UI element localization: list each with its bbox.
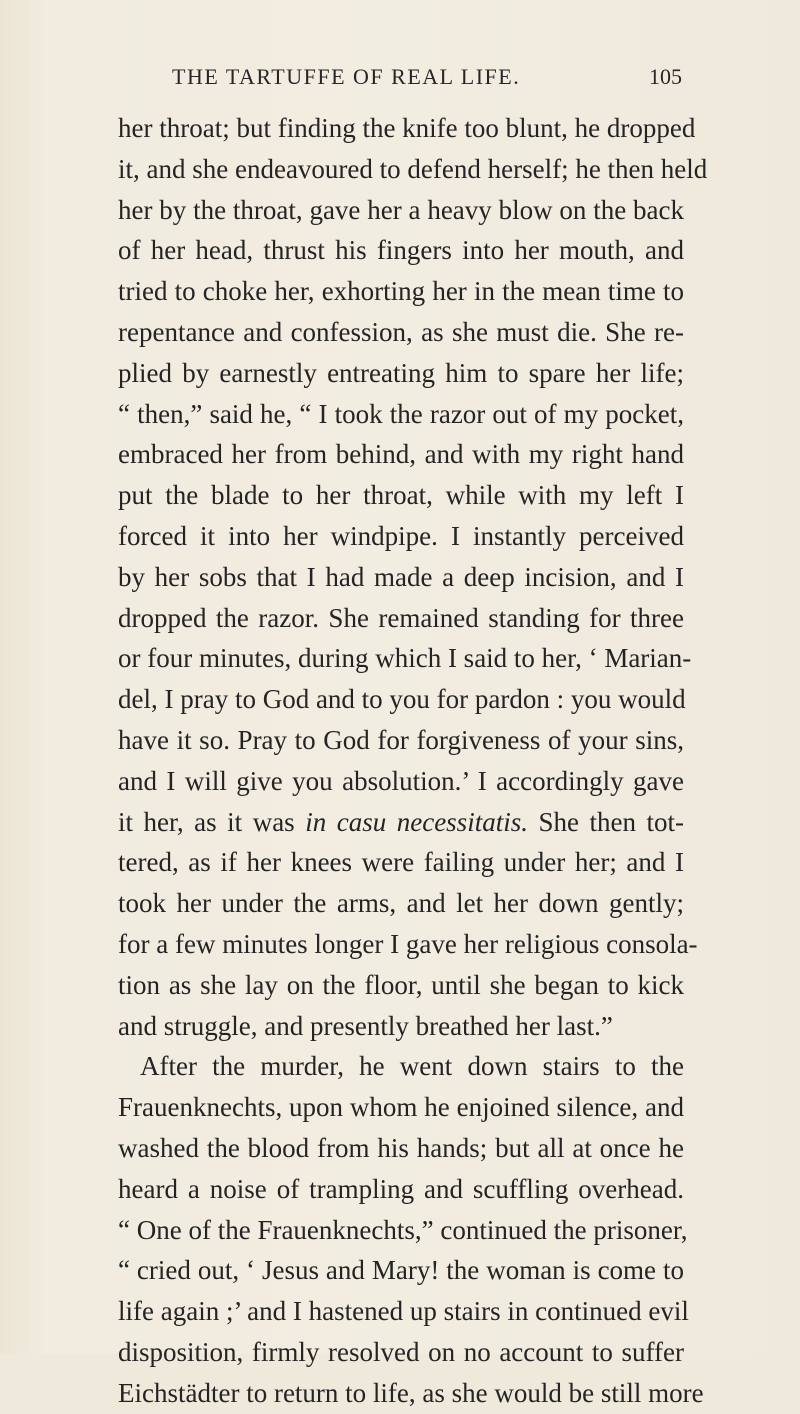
text-line: or four minutes, during which I said to her, ‘ Marian- (118, 643, 692, 674)
text-line: forced it into her windpipe. I instantly perceived (118, 520, 684, 551)
text-line: washed the blood from his hands; but all at once he (118, 1132, 684, 1163)
text-line-paragraph-end: and struggle, and presently breathed her last.” (118, 1010, 613, 1041)
text-line: tered, as if her knees were failing under her; and I (118, 847, 684, 878)
text-line: her by the throat, gave her a heavy blow on the back (118, 194, 684, 225)
text-line: of her head, thrust his fingers into her mouth, and (118, 235, 684, 266)
italic-phrase: in casu necessitatis. (305, 806, 528, 837)
text-line: took her under the arms, and let her down gently; (118, 888, 684, 919)
running-title: THE TARTUFFE OF REAL LIFE. (172, 64, 521, 89)
text-line: “ then,” said he, “ I took the razor out of my pocket, (118, 398, 684, 429)
text-line: Eichstädter to return to life, as she would be still more (118, 1377, 704, 1408)
text-line: plied by earnestly entreating him to spare her life; (118, 357, 684, 388)
text-line-paragraph-start: After the murder, he went down stairs to the (140, 1051, 684, 1082)
text-line: her throat; but finding the knife too blunt, he dropped (118, 113, 696, 143)
text-line: embraced her from behind, and with my right hand (118, 439, 684, 470)
text-line: have it so. Pray to God for forgiveness of your sins, (118, 724, 684, 755)
text-line: by her sobs that I had made a deep incision, and I (118, 561, 684, 592)
body-text (118, 108, 708, 1414)
text-line: and I will give you absolution.’ I accordingly gave (118, 765, 684, 796)
text-line-with-italic (118, 802, 684, 843)
text-line: put the blade to her throat, while with my left I (118, 480, 684, 511)
text-line: “ cried out, ‘ Jesus and Mary! the woman is come to (118, 1255, 684, 1286)
text-line: Frauenknechts, upon whom he enjoined silence, and (118, 1092, 684, 1123)
text-line: dropped the razor. She remained standing for three (118, 602, 684, 633)
text-line: disposition, firmly resolved on no account to suffer (118, 1336, 684, 1367)
text-line: del, I pray to God and to you for pardon : you would (118, 684, 686, 715)
text-line: life again ;’ and I hastened up stairs in continued evil (118, 1296, 689, 1327)
text-line: for a few minutes longer I gave her religious consola- (118, 928, 698, 959)
text-line: tried to choke her, exhorting her in the mean time to (118, 276, 684, 307)
text-line: it, and she endeavoured to defend herself; he then held (118, 153, 708, 184)
text-line: tion as she lay on the floor, until she began to kick (118, 969, 684, 1000)
text-segment: She then tot- (527, 806, 684, 837)
running-header (120, 64, 682, 94)
text-line: heard a noise of trampling and scuffling overhead. (118, 1173, 684, 1204)
text-line: repentance and confession, as she must die. She re- (118, 316, 684, 347)
text-line: “ One of the Frauenknechts,” continued the prisoner, (118, 1214, 688, 1245)
page-number: 105 (649, 64, 682, 89)
text-segment: it her, as it was (118, 806, 306, 837)
